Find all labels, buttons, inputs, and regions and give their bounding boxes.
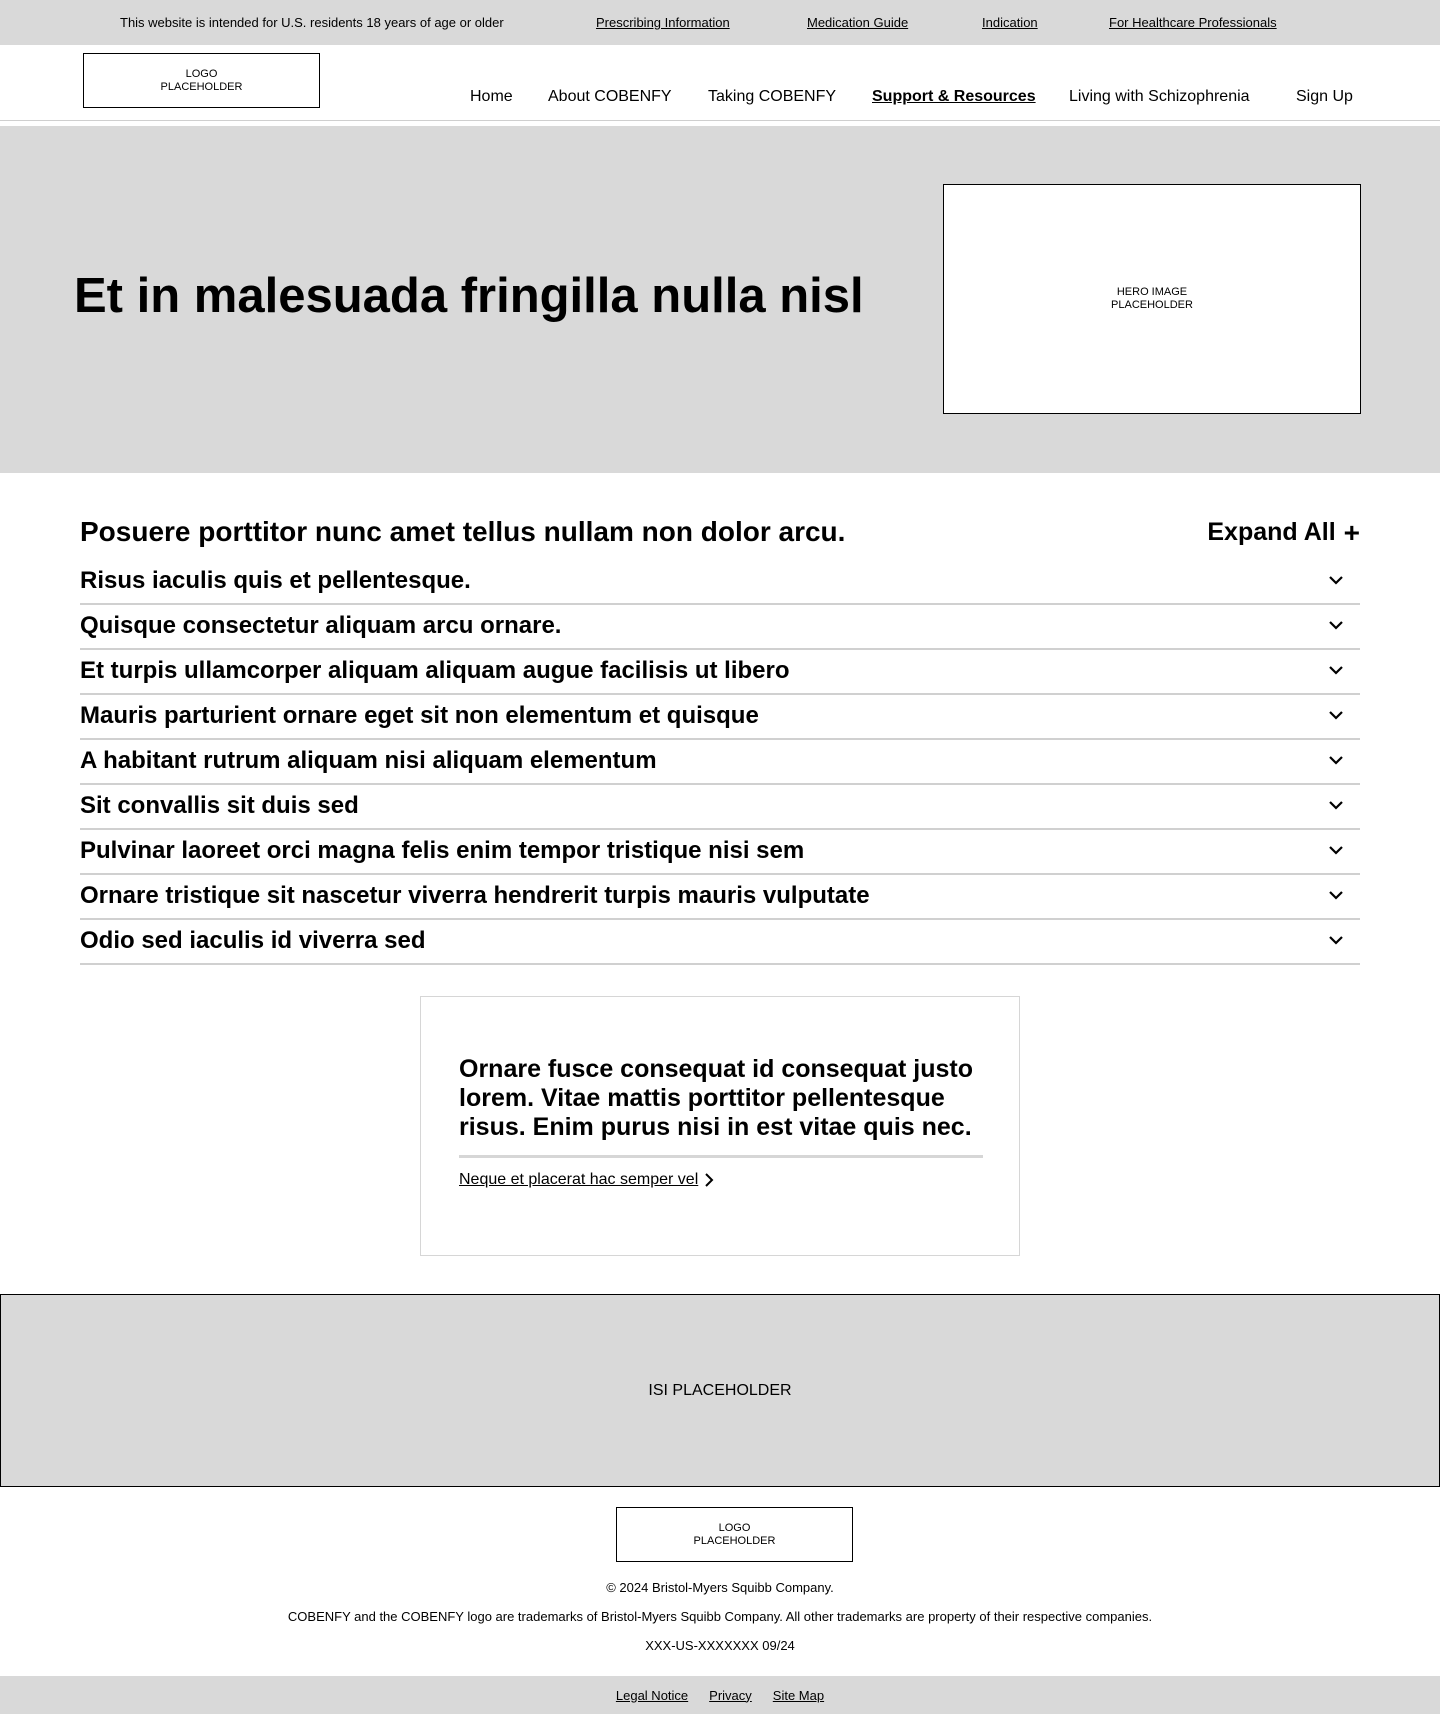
chevron-down-icon bbox=[1328, 574, 1344, 586]
accordion-list bbox=[80, 560, 1360, 965]
nav-about[interactable]: About COBENFY bbox=[548, 88, 672, 105]
expand-all-label: Expand All bbox=[1207, 518, 1336, 546]
nav-support-resources[interactable]: Support & Resources bbox=[872, 88, 1036, 105]
nav-sign-up[interactable]: Sign Up bbox=[1296, 88, 1353, 105]
accordion-item-label: Pulvinar laoreet orci magna felis enim tempor tristique nisi sem bbox=[80, 837, 805, 864]
accordion-item[interactable] bbox=[80, 830, 1360, 875]
utility-bar bbox=[0, 0, 1440, 45]
accordion-item-label: Mauris parturient ornare eget sit non elementum et quisque bbox=[80, 702, 759, 729]
callout-link-label: Neque et placerat hac semper vel bbox=[459, 1171, 699, 1188]
chevron-down-icon bbox=[1328, 934, 1344, 946]
accordion-item-label: Odio sed iaculis id viverra sed bbox=[80, 927, 426, 954]
header-logo[interactable]: LOGO PLACEHOLDER bbox=[83, 53, 320, 108]
accordion-item-label: Risus iaculis quis et pellentesque. bbox=[80, 567, 471, 594]
trademark-text: COBENFY and the COBENFY logo are trademarks of Bristol-Myers Squibb Company. All other trademarks are property of their respective companies. bbox=[287, 1609, 1153, 1624]
chevron-down-icon bbox=[1328, 799, 1344, 811]
callout-card bbox=[420, 996, 1020, 1256]
accordion-item-label: Ornare tristique sit nascetur viverra hendrerit turpis mauris vulputate bbox=[80, 882, 870, 909]
accordion-item[interactable] bbox=[80, 740, 1360, 785]
job-code-text: XXX-US-XXXXXXX 09/24 bbox=[645, 1638, 795, 1653]
chevron-right-icon bbox=[704, 1173, 714, 1187]
indication-link[interactable]: Indication bbox=[982, 15, 1038, 30]
chevron-down-icon bbox=[1328, 754, 1344, 766]
nav-home[interactable]: Home bbox=[470, 88, 513, 105]
accordion-item-label: Quisque consectetur aliquam arcu ornare. bbox=[80, 612, 562, 639]
accordion-heading: Posuere porttitor nunc amet tellus nullam non dolor arcu. bbox=[80, 516, 846, 547]
chevron-down-icon bbox=[1328, 619, 1344, 631]
nav-taking[interactable]: Taking COBENFY bbox=[708, 88, 837, 105]
prescribing-information-link[interactable]: Prescribing Information bbox=[596, 15, 730, 30]
accordion-item[interactable] bbox=[80, 560, 1360, 605]
privacy-link[interactable]: Privacy bbox=[709, 1687, 752, 1703]
callout-text: Ornare fusce consequat id consequat justo lorem. Vitae mattis porttitor pellentesque risus. Enim purus nisi in est vitae quis nec. bbox=[459, 1055, 974, 1141]
accordion-item[interactable] bbox=[80, 605, 1360, 650]
isi-section bbox=[0, 1294, 1440, 1487]
callout-divider bbox=[459, 1155, 983, 1158]
chevron-down-icon bbox=[1328, 664, 1344, 676]
accordion-item[interactable] bbox=[80, 875, 1360, 920]
chevron-down-icon bbox=[1328, 844, 1344, 856]
isi-placeholder: ISI PLACEHOLDER bbox=[648, 1381, 792, 1399]
accordion-item-label: Et turpis ullamcorper aliquam aliquam augue facilisis ut libero bbox=[80, 657, 790, 684]
hero-title: Et in malesuada fringilla nulla nisl bbox=[74, 269, 864, 323]
expand-all-button[interactable] bbox=[1207, 518, 1360, 547]
callout-link[interactable] bbox=[459, 1171, 714, 1189]
accordion-item[interactable] bbox=[80, 785, 1360, 830]
chevron-down-icon bbox=[1328, 889, 1344, 901]
bottom-links-bar bbox=[0, 1676, 1440, 1714]
hero-section bbox=[0, 126, 1440, 473]
accordion-item-label: A habitant rutrum aliquam nisi aliquam elementum bbox=[80, 747, 657, 774]
nav-living-with-schizophrenia[interactable]: Living with Schizophrenia bbox=[1069, 88, 1250, 105]
accordion-item[interactable] bbox=[80, 920, 1360, 965]
accordion-item[interactable] bbox=[80, 695, 1360, 740]
plus-icon: + bbox=[1343, 516, 1360, 548]
site-header bbox=[0, 45, 1440, 121]
footer-logo[interactable]: LOGO PLACEHOLDER bbox=[616, 1507, 853, 1562]
age-notice: This website is intended for U.S. residents 18 years of age or older bbox=[120, 15, 504, 30]
healthcare-professionals-link[interactable]: For Healthcare Professionals bbox=[1109, 15, 1277, 30]
hero-image: HERO IMAGE PLACEHOLDER bbox=[943, 184, 1361, 414]
chevron-down-icon bbox=[1328, 709, 1344, 721]
site-map-link[interactable]: Site Map bbox=[772, 1687, 825, 1703]
accordion-item-label: Sit convallis sit duis sed bbox=[80, 792, 359, 819]
legal-notice-link[interactable]: Legal Notice bbox=[615, 1687, 689, 1703]
medication-guide-link[interactable]: Medication Guide bbox=[807, 15, 909, 30]
accordion-item[interactable] bbox=[80, 650, 1360, 695]
copyright-text: © 2024 Bristol-Myers Squibb Company. bbox=[606, 1580, 834, 1595]
